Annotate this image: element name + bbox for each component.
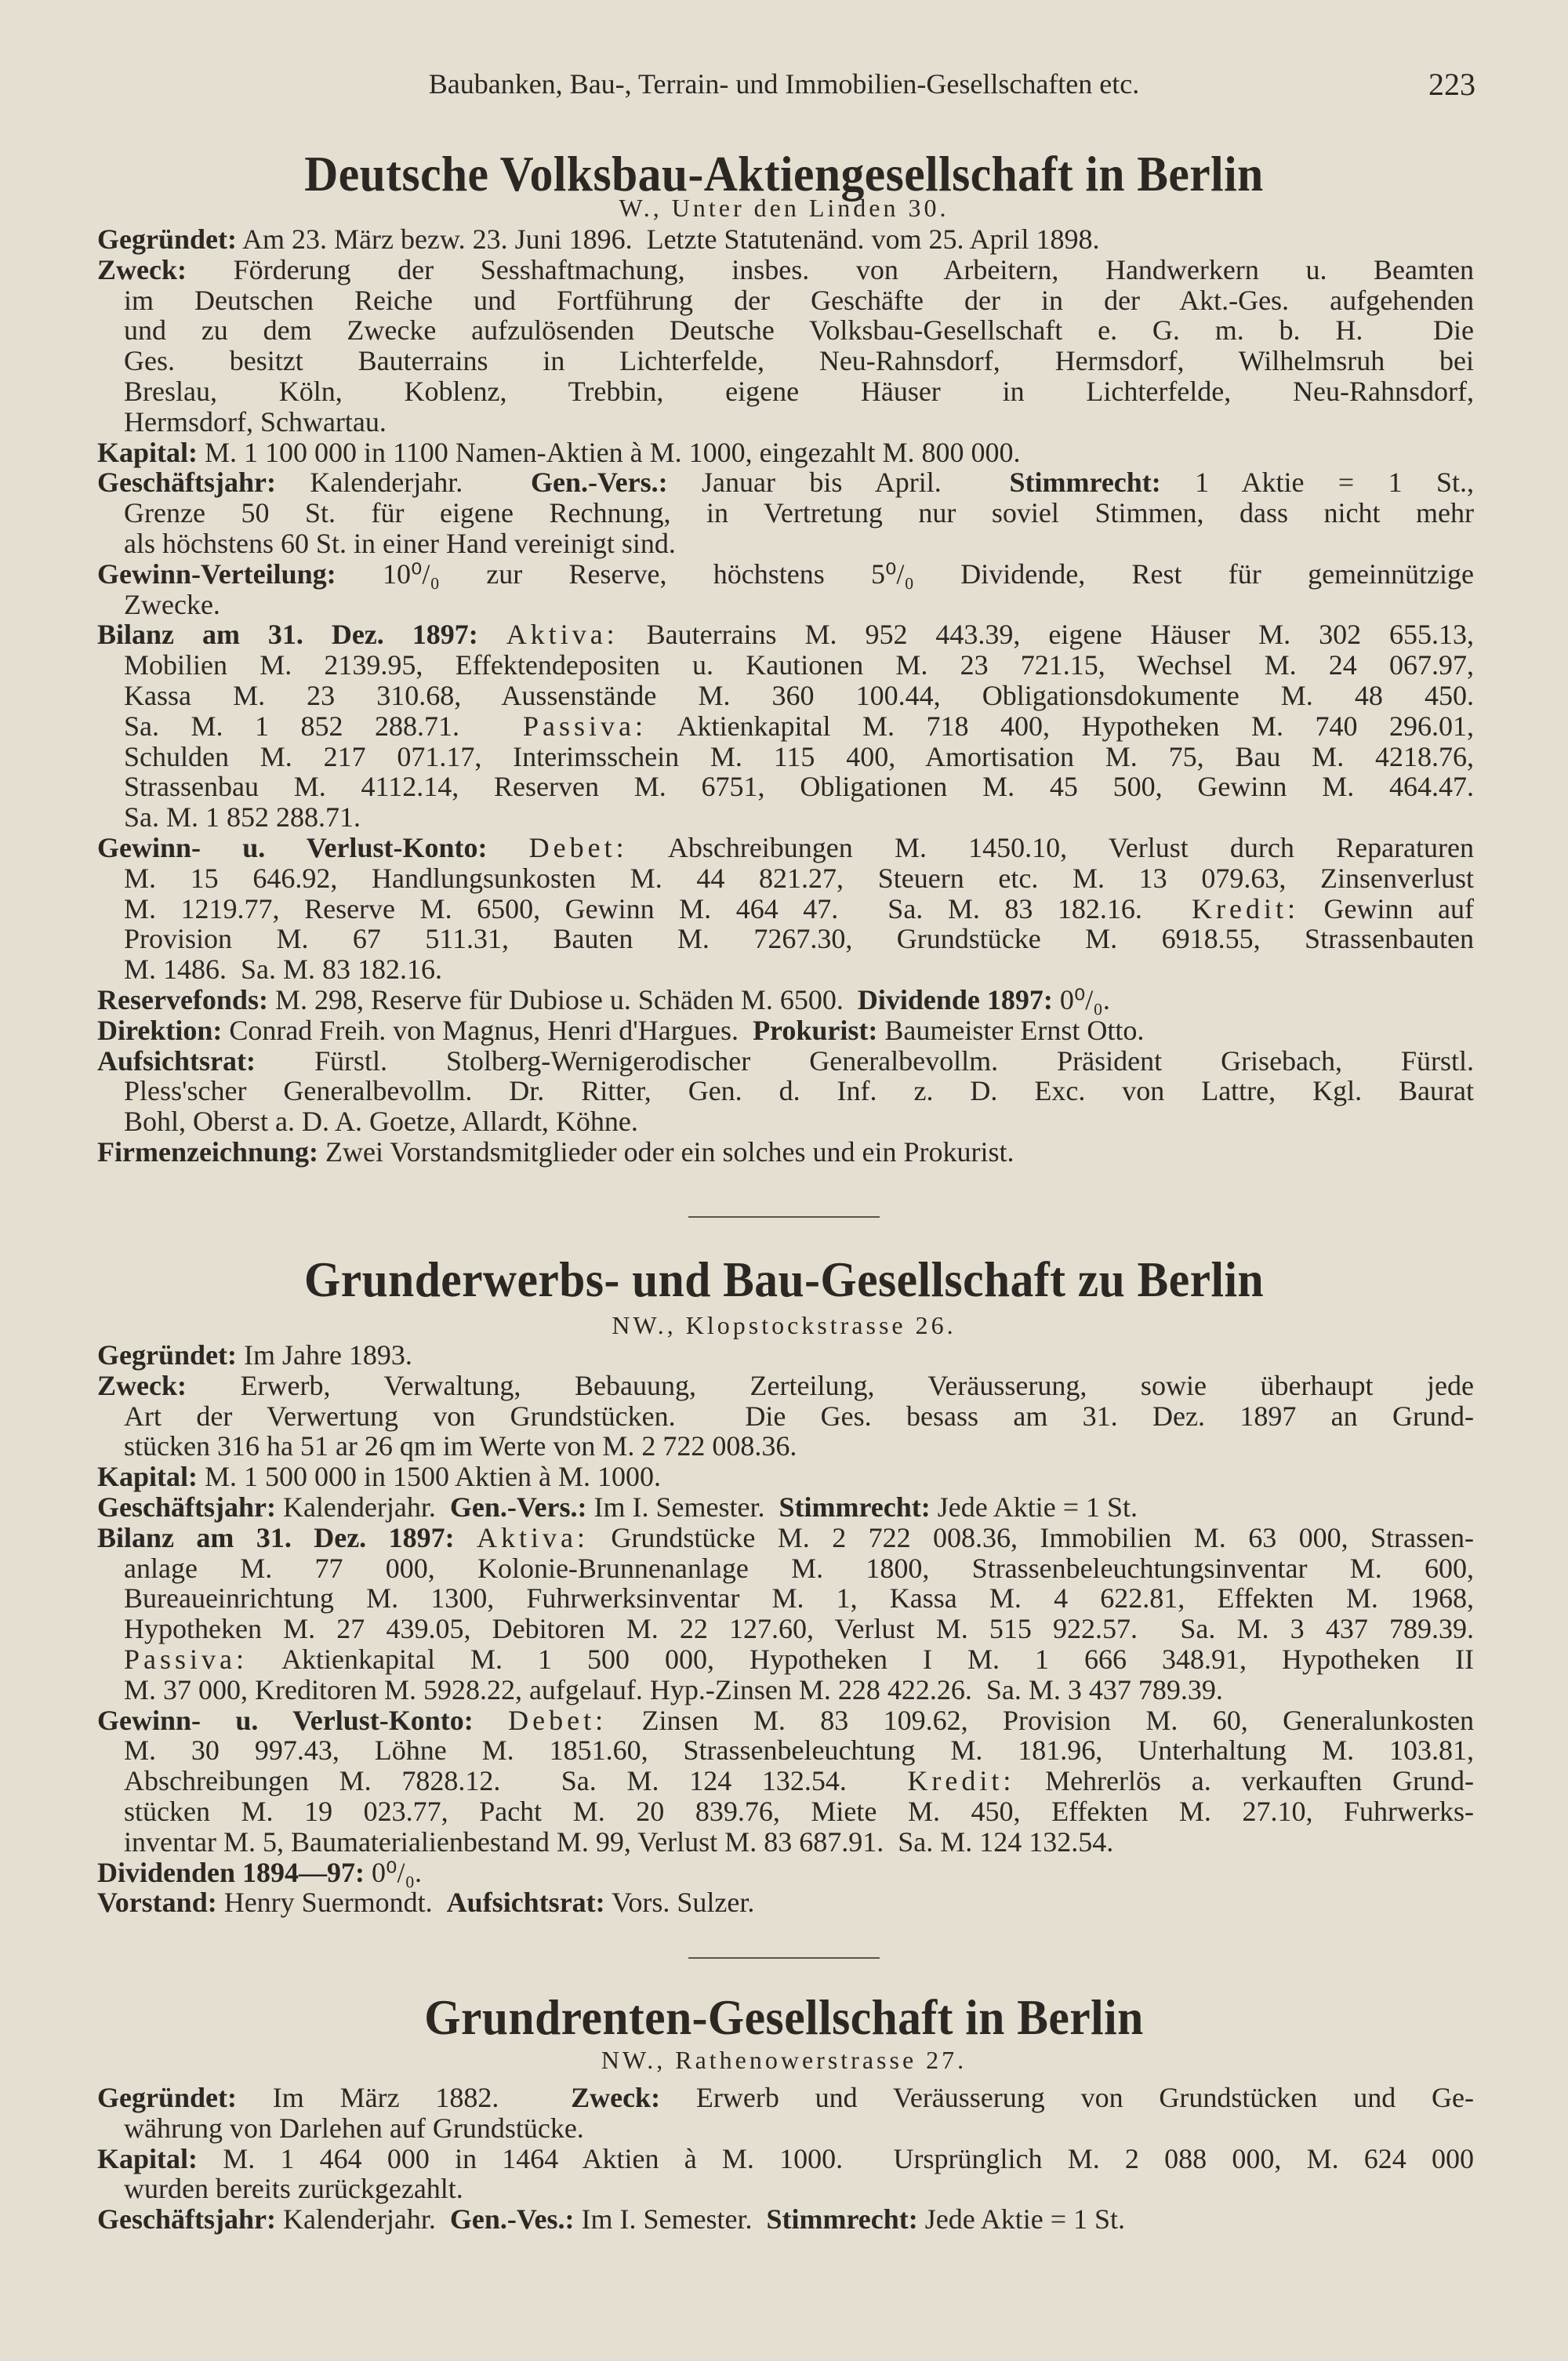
section-body xyxy=(97,224,1474,1168)
field-label: Zweck: xyxy=(97,1369,187,1401)
field-text: Henry Suermondt. xyxy=(216,1887,447,1919)
field-text: Mehrerlös a. verkauften Grund- xyxy=(1014,1765,1475,1797)
field-text: Jede Aktie = 1 St. xyxy=(917,2203,1126,2236)
field-text: M. 298, Reserve für Dubiose u. Schäden M. 6500. xyxy=(267,983,858,1015)
text-line xyxy=(97,1431,1474,1462)
entry xyxy=(97,1137,1474,1168)
field-text: Aktienkapital M. 1 500 000, Hypotheken I M. 1 666 348.91, Hypotheken II xyxy=(248,1643,1474,1675)
field-text: Abschreibungen M. 7828.12. Sa. M. 124 132.54. xyxy=(124,1765,908,1797)
spaced-label: Debet: xyxy=(528,831,628,863)
field-text: Sa. M. 1 852 288.71. xyxy=(124,801,361,834)
field-text: Förderung der Sesshaftmachung, insbes. von Arbeitern, Handwerkern u. Beamten xyxy=(186,253,1474,285)
text-line xyxy=(97,619,1474,650)
field-label: Gegründet: xyxy=(97,223,237,255)
field-text: stücken M. 19 023.77, Pacht M. 20 839.76, Miete M. 450, Effekten M. 27.10, Fuhrwerks- xyxy=(124,1795,1474,1827)
text-line xyxy=(97,1371,1474,1401)
field-label: Vorstand: xyxy=(97,1887,217,1919)
field-text: Am 23. März bezw. 23. Juni 1896. Letzte Statutenänd. vom 25. April 1898. xyxy=(236,223,1100,255)
text-line xyxy=(97,467,1474,498)
field-text: Erwerb, Verwaltung, Bebauung, Zerteilung, Veräusserung, sowie überhaupt jede xyxy=(186,1369,1474,1401)
entry xyxy=(97,1492,1474,1523)
field-text: Pless'scher Generalbevollm. Dr. Ritter, Gen. d. Inf. z. D. Exc. von Lattre, Kgl. Baurat xyxy=(124,1075,1474,1107)
spaced-label: Passiva: xyxy=(124,1643,249,1675)
field-text xyxy=(487,832,528,863)
field-label: Geschäftsjahr: xyxy=(97,467,276,499)
field-label: Kapital: xyxy=(97,2142,198,2174)
field-text: M. 1 100 000 in 1100 Namen-Aktien à M. 1000, eingezahlt M. 800 000. xyxy=(198,436,1021,468)
entry xyxy=(97,1371,1474,1462)
field-text: Zwecke. xyxy=(124,588,220,620)
text-line xyxy=(97,2113,1474,2144)
text-line xyxy=(97,559,1474,590)
entry xyxy=(97,2083,1474,2144)
field-text: Hypotheken M. 27 439.05, Debitoren M. 22 127.60, Verlust M. 515 922.57. Sa. M. 3 437 789.39. xyxy=(124,1613,1474,1645)
field-text: Im März 1882. xyxy=(236,2082,572,2113)
field-text xyxy=(478,619,506,650)
running-head: Baubanken, Bau-, Terrain- und Immobilien-Gesellschaften etc. xyxy=(428,68,1140,100)
field-text: M. 30 997.43, Löhne M. 1851.60, Strassenbeleuchtung M. 181.96, Unterhaltung M. 103.81, xyxy=(124,1734,1474,1767)
text-line xyxy=(97,590,1474,620)
field-text: M. 1 464 000 in 1464 Aktien à M. 1000. Ursprünglich M. 2 088 000, M. 624 000 xyxy=(198,2142,1474,2174)
text-line xyxy=(97,802,1474,833)
entry xyxy=(97,438,1474,468)
text-line xyxy=(97,711,1474,742)
text-line xyxy=(97,833,1474,863)
text-line xyxy=(97,1523,1474,1553)
entry xyxy=(97,2204,1474,2235)
section-divider xyxy=(688,1216,880,1218)
field-text: Art der Verwertung von Grundstücken. Die Ges. besass am 31. Dez. 1897 an Grund- xyxy=(124,1400,1474,1432)
text-line xyxy=(97,1076,1474,1106)
text-line xyxy=(97,1046,1474,1077)
field-text: Mobilien M. 2139.95, Effektendepositen u. Kautionen M. 23 721.15, Wechsel M. 24 067.97, xyxy=(124,649,1474,681)
text-line xyxy=(97,985,1474,1015)
field-label: Aufsichtsrat: xyxy=(446,1887,605,1919)
field-text: Im I. Semester. xyxy=(586,1491,779,1523)
text-line xyxy=(97,285,1474,316)
section-body xyxy=(97,2083,1474,2235)
field-text: Kalenderjahr. xyxy=(275,467,531,499)
text-line xyxy=(97,376,1474,407)
entry xyxy=(97,1887,1474,1918)
field-text: 10⁰/₀ zur Reserve, höchstens 5⁰/₀ Dividende, Rest für gemeinnützige xyxy=(336,558,1474,590)
text-line xyxy=(97,2204,1474,2235)
field-label: Zweck: xyxy=(571,2082,661,2113)
field-text xyxy=(474,1705,508,1736)
text-line xyxy=(97,1553,1474,1584)
field-label: Gegründet: xyxy=(97,1339,237,1371)
spaced-label: Aktiva: xyxy=(506,619,619,651)
field-label: Gen.-Vers.: xyxy=(449,1491,587,1523)
field-text: Hermsdorf, Schwartau. xyxy=(124,405,387,438)
field-text: Conrad Freih. von Magnus, Henri d'Hargues. xyxy=(222,1014,753,1046)
entry xyxy=(97,559,1474,620)
text-line xyxy=(97,407,1474,438)
field-label: Kapital: xyxy=(97,436,198,468)
section-address: NW., Klopstockstrasse 26. xyxy=(612,1311,956,1339)
field-text: M. 37 000, Kreditoren M. 5928.22, aufgelauf. Hyp.-Zinsen M. 228 422.26. Sa. M. 3 437 789.39. xyxy=(124,1673,1223,1705)
text-line xyxy=(97,2174,1474,2204)
field-text: Grenze 50 St. für eigene Rechnung, in Vertretung nur soviel Stimmen, dass nicht mehr xyxy=(124,497,1474,529)
text-line xyxy=(97,1827,1474,1858)
section-body xyxy=(97,1340,1474,1918)
field-label: Stimmrecht: xyxy=(779,1491,931,1523)
field-text: Provision M. 67 511.31, Bauten M. 7267.30, Grundstücke M. 6918.55, Strassenbauten xyxy=(124,923,1474,955)
text-line xyxy=(97,224,1474,255)
field-text: währung von Darlehen auf Grundstücke. xyxy=(124,2112,584,2144)
field-label: Gen.-Vers.: xyxy=(531,467,668,499)
field-text: Grundstücke M. 2 722 008.36, Immobilien M. 63 000, Strassen- xyxy=(589,1521,1475,1553)
field-text xyxy=(455,1522,477,1553)
field-text: inventar M. 5, Baumaterialienbestand M. 99, Verlust M. 83 687.91. Sa. M. 124 132.54. xyxy=(124,1825,1114,1858)
field-label: Gen.-Ves.: xyxy=(449,2203,575,2236)
section-title: Grundrenten-Gesellschaft in Berlin xyxy=(424,1989,1144,2045)
field-text: Im Jahre 1893. xyxy=(236,1339,412,1371)
text-line xyxy=(97,2144,1474,2174)
spaced-label: Debet: xyxy=(508,1704,608,1736)
field-label: Gewinn-Verteilung: xyxy=(97,558,336,590)
text-line xyxy=(97,1462,1474,1492)
text-line xyxy=(97,255,1474,285)
text-line xyxy=(97,1887,1474,1918)
text-line xyxy=(97,1735,1474,1766)
field-text: M. 1486. Sa. M. 83 182.16. xyxy=(124,953,443,986)
entry xyxy=(97,2144,1474,2205)
entry xyxy=(97,1340,1474,1371)
text-line xyxy=(97,1705,1474,1736)
text-line xyxy=(97,1106,1474,1137)
section-title: Grunderwerbs- und Bau-Gesellschaft zu Berlin xyxy=(303,1251,1265,1307)
spaced-label: Passiva: xyxy=(523,710,648,742)
entry xyxy=(97,255,1474,438)
section-address: NW., Rathenowerstrasse 27. xyxy=(601,2046,967,2074)
text-line xyxy=(97,1583,1474,1614)
field-label: Gewinn- u. Verlust-Konto: xyxy=(97,831,488,863)
entry xyxy=(97,1858,1474,1888)
field-text: Fürstl. Stolberg-Wernigerodischer Generalbevollm. Präsident Grisebach, Fürstl. xyxy=(255,1044,1474,1077)
field-label: Stimmrecht: xyxy=(766,2203,918,2236)
field-text: M. 15 646.92, Handlungsunkosten M. 44 821.27, Steuern etc. M. 13 079.63, Zinsenverlust xyxy=(124,862,1474,894)
text-line xyxy=(97,2083,1474,2113)
section-address: W., Unter den Linden 30. xyxy=(619,194,949,222)
text-line xyxy=(97,438,1474,468)
text-line xyxy=(97,315,1474,346)
field-text: 1 Aktie = 1 St., xyxy=(1160,467,1474,499)
entry xyxy=(97,1462,1474,1492)
entry xyxy=(97,619,1474,833)
field-text: als höchstens 60 St. in einer Hand vereinigt sind. xyxy=(124,527,676,559)
entry xyxy=(97,1046,1474,1137)
text-line xyxy=(97,498,1474,529)
field-label: Geschäftsjahr: xyxy=(97,1491,276,1523)
text-line xyxy=(97,529,1474,559)
field-text: Aktienkapital M. 718 400, Hypotheken M. 740 296.01, xyxy=(647,710,1474,742)
field-text: Gewinn auf xyxy=(1298,892,1474,924)
spaced-label: Kredit: xyxy=(907,1765,1015,1797)
field-label: Stimmrecht: xyxy=(1009,467,1161,499)
field-text: anlage M. 77 000, Kolonie-Brunnenanlage M. 1800, Strassenbeleuchtungsinventar M. 600, xyxy=(124,1552,1474,1584)
field-text: Bureaueinrichtung M. 1300, Fuhrwerksinventar M. 1, Kassa M. 4 622.81, Effekten M. 1968, xyxy=(124,1582,1474,1615)
text-line xyxy=(97,1675,1474,1705)
text-line xyxy=(97,1015,1474,1046)
text-line xyxy=(97,1401,1474,1432)
entry xyxy=(97,985,1474,1015)
field-label: Zweck: xyxy=(97,253,187,285)
field-text: Kalenderjahr. xyxy=(275,2203,450,2236)
field-text: Vors. Sulzer. xyxy=(604,1887,755,1919)
field-text: M. 1219.77, Reserve M. 6500, Gewinn M. 464 47. Sa. M. 83 182.16. xyxy=(124,892,1192,924)
field-label: Dividenden 1894—97: xyxy=(97,1856,365,1888)
field-label: Kapital: xyxy=(97,1461,198,1493)
field-text: Strassenbau M. 4112.14, Reserven M. 6751, Obligationen M. 45 500, Gewinn M. 464.47. xyxy=(124,771,1474,803)
field-text: Ges. besitzt Bauterrains in Lichterfelde, Neu-Rahnsdorf, Hermsdorf, Wilhelmsruh bei xyxy=(124,345,1474,377)
field-label: Direktion: xyxy=(97,1014,223,1046)
field-label: Bilanz am 31. Dez. 1897: xyxy=(97,619,478,651)
field-text: Januar bis April. xyxy=(667,467,1010,499)
field-text: Sa. M. 1 852 288.71. xyxy=(124,710,524,742)
section-divider xyxy=(688,1957,880,1959)
text-line xyxy=(97,1796,1474,1827)
field-text: Baumeister Ernst Otto. xyxy=(877,1014,1145,1046)
section-title: Deutsche Volksbau-Aktiengesellschaft in Berlin xyxy=(304,146,1264,202)
field-text: Zwei Vorstandsmitglieder oder ein solches und ein Prokurist. xyxy=(318,1135,1014,1168)
entry xyxy=(97,1523,1474,1705)
text-line xyxy=(97,1492,1474,1523)
field-text: Bohl, Oberst a. D. A. Goetze, Allardt, Köhne. xyxy=(124,1106,638,1138)
field-label: Geschäftsjahr: xyxy=(97,2203,276,2236)
field-label: Bilanz am 31. Dez. 1897: xyxy=(97,1521,455,1553)
field-text: wurden bereits zurückgezahlt. xyxy=(124,2173,463,2205)
field-label: Reservefonds: xyxy=(97,983,268,1015)
field-label: Gewinn- u. Verlust-Konto: xyxy=(97,1704,474,1736)
field-label: Gegründet: xyxy=(97,2082,237,2113)
text-line xyxy=(97,924,1474,954)
entry xyxy=(97,1015,1474,1046)
text-line xyxy=(97,1766,1474,1796)
entry xyxy=(97,833,1474,985)
page-number: 223 xyxy=(1428,67,1475,102)
entry xyxy=(97,224,1474,255)
field-text: 0⁰/₀. xyxy=(1052,983,1110,1015)
entry xyxy=(97,467,1474,558)
entry xyxy=(97,1705,1474,1858)
field-text: Jede Aktie = 1 St. xyxy=(930,1491,1138,1523)
field-text: Schulden M. 217 071.17, Interimsschein M. 115 400, Amortisation M. 75, Bau M. 4218.76, xyxy=(124,740,1474,772)
field-text: im Deutschen Reiche und Fortführung der Geschäfte der in der Akt.-Ges. aufgehenden xyxy=(124,284,1474,316)
field-label: Dividende 1897: xyxy=(857,983,1053,1015)
text-line xyxy=(97,863,1474,894)
field-label: Firmenzeichnung: xyxy=(97,1135,318,1168)
text-line xyxy=(97,894,1474,924)
field-text: M. 1 500 000 in 1500 Aktien à M. 1000. xyxy=(198,1461,662,1493)
text-line xyxy=(97,954,1474,985)
field-text: 0⁰/₀. xyxy=(365,1856,423,1888)
field-text: und zu dem Zwecke aufzulösenden Deutsche Volksbau-Gesellschaft e. G. m. b. H. Die xyxy=(124,314,1474,347)
text-line xyxy=(97,742,1474,772)
text-line xyxy=(97,681,1474,711)
field-text: Breslau, Köln, Koblenz, Trebbin, eigene Häuser in Lichterfelde, Neu-Rahnsdorf, xyxy=(124,375,1474,407)
text-line xyxy=(97,650,1474,681)
field-text: Abschreibungen M. 1450.10, Verlust durch Reparaturen xyxy=(627,831,1474,863)
text-line xyxy=(97,346,1474,376)
field-text: Kassa M. 23 310.68, Aussenstände M. 360 100.44, Obligationsdokumente M. 48 450. xyxy=(124,679,1474,711)
text-line xyxy=(97,1858,1474,1888)
text-line xyxy=(97,1614,1474,1644)
text-line xyxy=(97,1644,1474,1675)
field-text: Bauterrains M. 952 443.39, eigene Häuser M. 302 655.13, xyxy=(618,619,1475,651)
field-label: Aufsichtsrat: xyxy=(97,1044,256,1077)
field-text: stücken 316 ha 51 ar 26 qm im Werte von M. 2 722 008.36. xyxy=(124,1430,797,1462)
spaced-label: Aktiva: xyxy=(477,1521,589,1553)
text-line xyxy=(97,772,1474,802)
text-line xyxy=(97,1137,1474,1168)
field-text: Kalenderjahr. xyxy=(275,1491,450,1523)
field-label: Prokurist: xyxy=(753,1014,878,1046)
field-text: Im I. Semester. xyxy=(574,2203,767,2236)
text-line xyxy=(97,1340,1474,1371)
spaced-label: Kredit: xyxy=(1192,892,1299,924)
field-text: Zinsen M. 83 109.62, Provision M. 60, Generalunkosten xyxy=(607,1704,1475,1736)
field-text: Erwerb und Veräusserung von Grundstücken und Ge- xyxy=(660,2082,1475,2113)
